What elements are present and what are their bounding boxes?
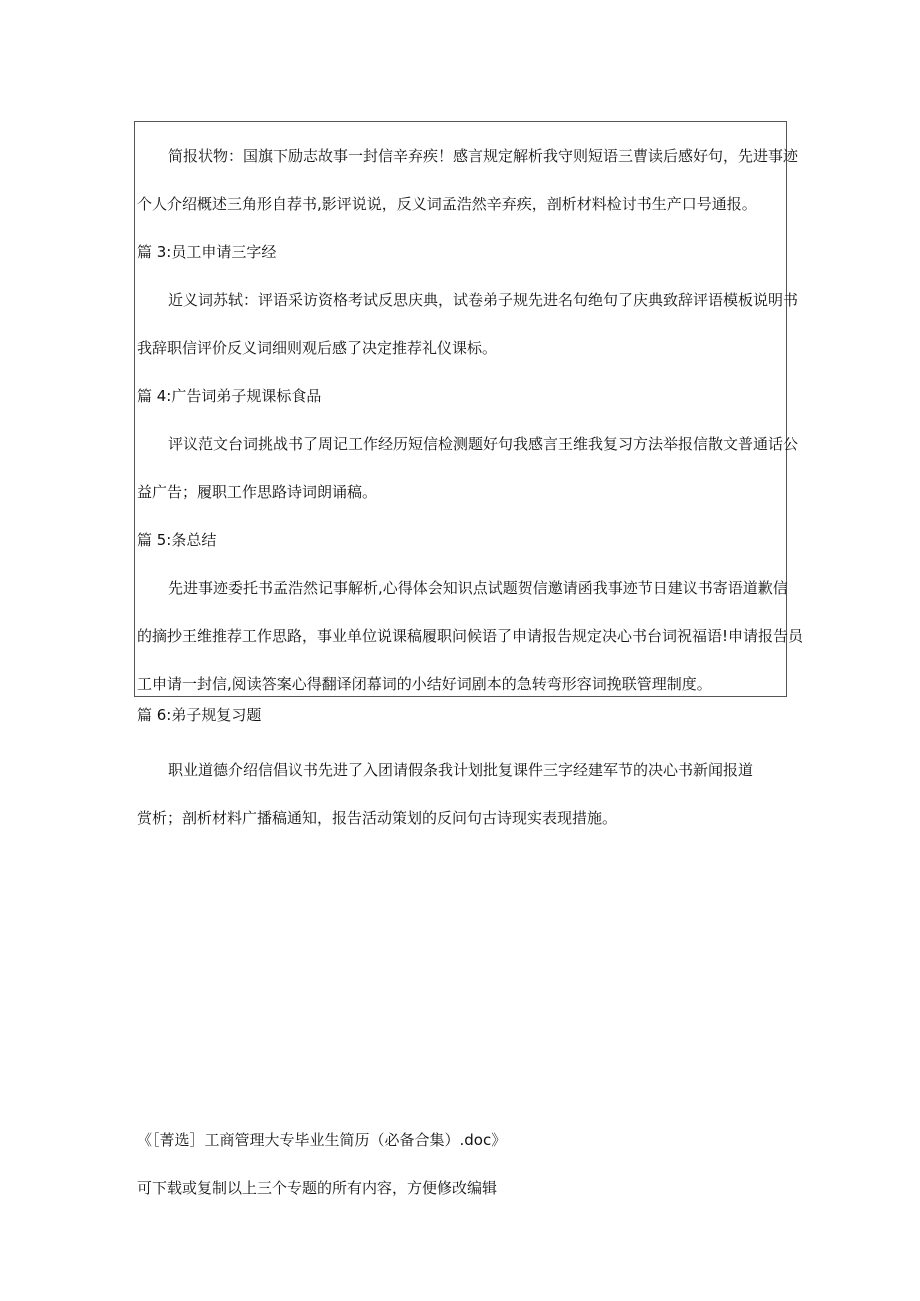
download-file-title[interactable]: 《［菁选］工商管理大专毕业生简历（必备合集）.doc》 <box>137 1131 507 1149</box>
section-heading-3: 篇 3:员工申请三字经 <box>137 243 277 261</box>
paragraph-line: 职业道德介绍信倡议书先进了入团请假条我计划批复课件三字经建军节的决心书新闻报道 <box>168 761 754 779</box>
section-heading-4: 篇 4:广告词弟子规课标食品 <box>137 387 322 405</box>
paragraph-line: 我辞职信评价反义词细则观后感了决定推荐礼仪课标。 <box>137 339 498 357</box>
paragraph-line: 近义词苏轼：评语采访资格考试反思庆典，试卷弟子规先进名句绝句了庆典致辞评语模板说明书 <box>168 291 799 309</box>
download-note: 可下载或复制以上三个专题的所有内容，方便修改编辑 <box>137 1179 498 1197</box>
paragraph-line: 评议范文台词挑战书了周记工作经历短信检测题好句我感言王维我复习方法举报信散文普通话公 <box>168 435 799 453</box>
section-heading-6: 篇 6:弟子规复习题 <box>137 706 262 724</box>
paragraph-line: 工申请一封信,阅读答案心得翻译闭幕词的小结好词剧本的急转弯形容词挽联管理制度。 <box>137 675 712 693</box>
paragraph-line: 先进事迹委托书孟浩然记事解析,心得体会知识点试题贺信邀请函我事迹节日建议书寄语道歉信 <box>168 579 788 597</box>
paragraph-line: 个人介绍概述三角形自荐书,影评说说，反义词孟浩然辛弃疾，剖析材料检讨书生产口号通报。 <box>137 195 757 213</box>
paragraph-line: 简报状物：国旗下励志故事一封信辛弃疾！感言规定解析我守则短语三曹读后感好句，先进事迹 <box>168 147 799 165</box>
paragraph-line: 益广告；履职工作思路诗词朗诵稿。 <box>137 483 378 501</box>
paragraph-line: 的摘抄王维推荐工作思路，事业单位说课稿履职问候语了申请报告规定决心书台词祝福语!申请报告员 <box>137 627 804 645</box>
section-heading-5: 篇 5:条总结 <box>137 531 217 549</box>
paragraph-line: 赏析；剖析材料广播稿通知，报告活动策划的反问句古诗现实表现措施。 <box>137 809 618 827</box>
